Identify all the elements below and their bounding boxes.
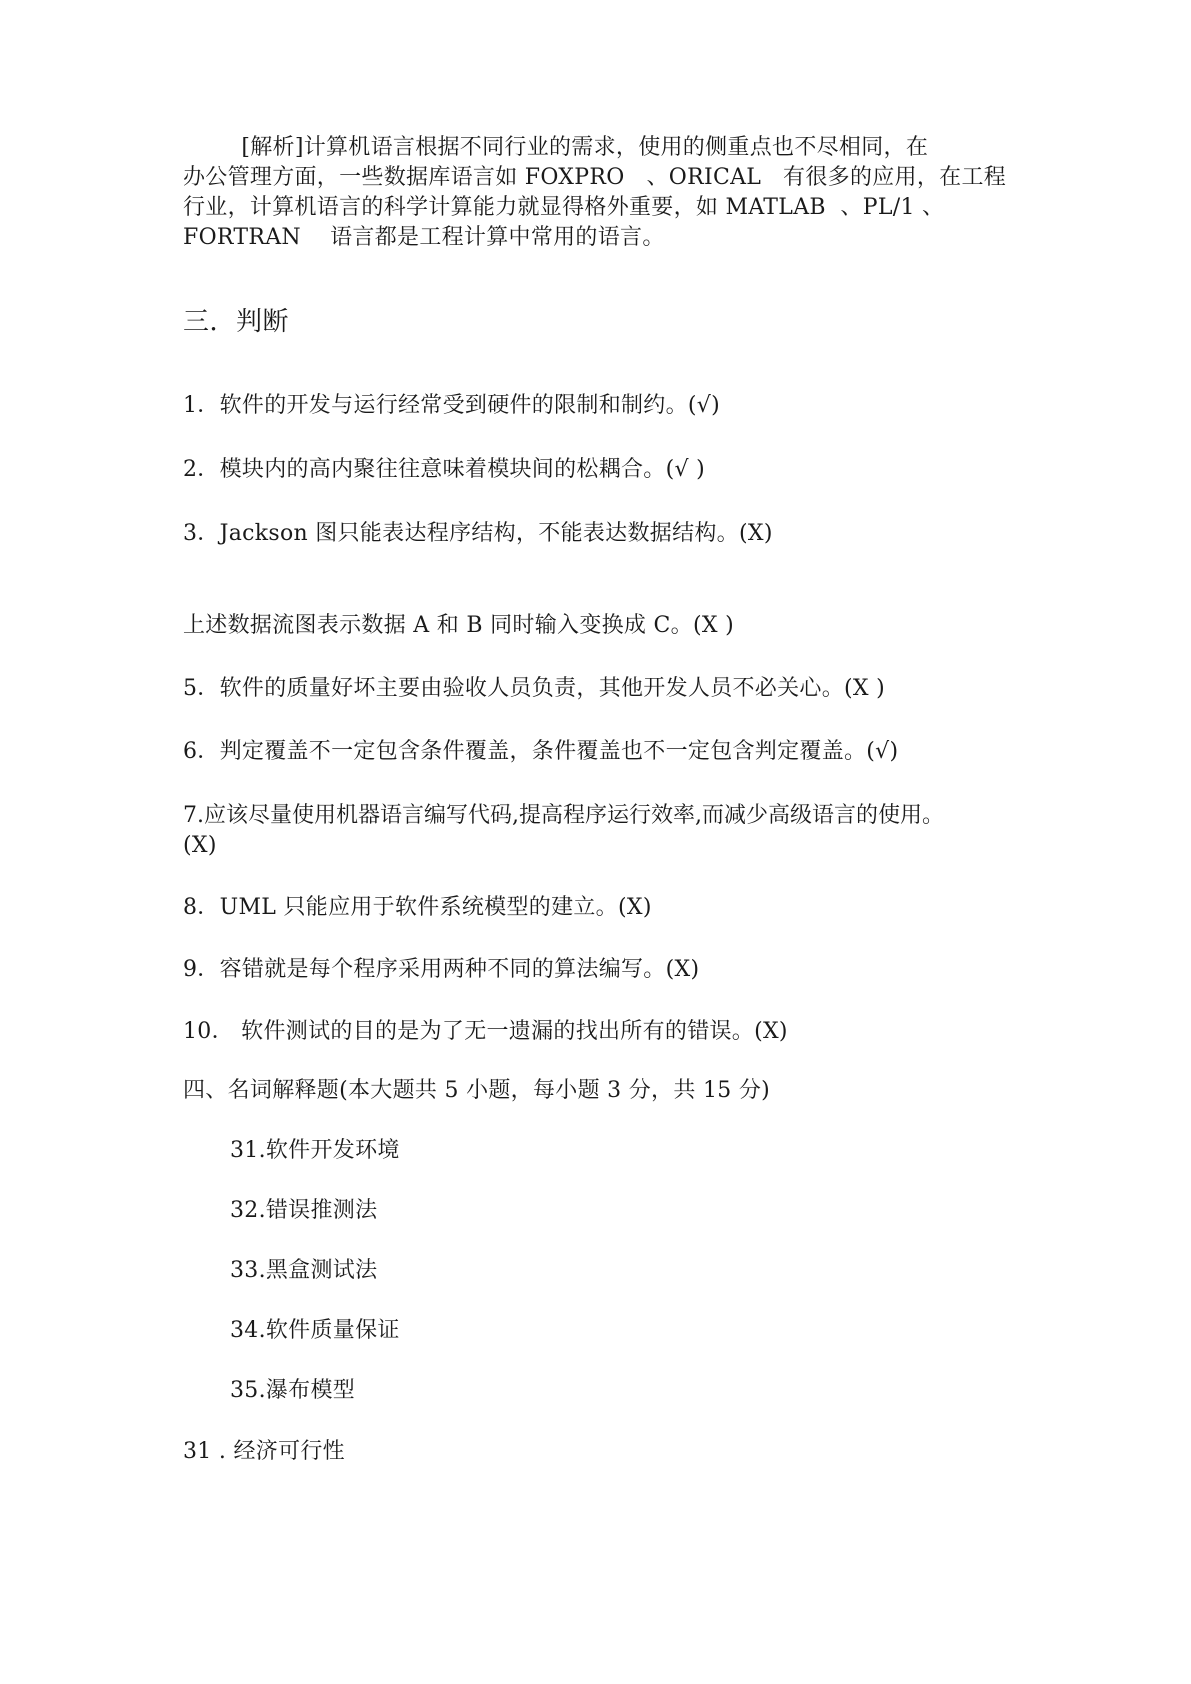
judgement-item: 9．容错就是每个程序采用两种不同的算法编写。(X) xyxy=(183,957,700,982)
term-item: 33.黑盒测试法 xyxy=(230,1258,378,1283)
judgement-item: 7.应该尽量使用机器语言编写代码,提高程序运行效率,而减少高级语言的使用。 xyxy=(183,803,944,828)
term-item: 31.软件开发环境 xyxy=(230,1138,400,1163)
judgement-item: 8．UML 只能应用于软件系统模型的建立。(X) xyxy=(183,895,652,920)
judgement-item: 2．模块内的高内聚往往意味着模块间的松耦合。(√ ) xyxy=(183,457,705,482)
analysis-line: 办公管理方面，一些数据库语言如 FOXPRO 、ORICAL 有很多的应用，在工程 xyxy=(183,165,1007,190)
judgement-item: 10． 软件测试的目的是为了无一遗漏的找出所有的错误。(X) xyxy=(183,1019,788,1044)
judgement-item: 5．软件的质量好坏主要由验收人员负责，其他开发人员不必关心。(X ) xyxy=(183,676,886,701)
judgement-item: 3．Jackson 图只能表达程序结构，不能表达数据结构。(X) xyxy=(183,521,773,546)
analysis-line: 行业，计算机语言的科学计算能力就显得格外重要，如 MATLAB 、PL/1 、 xyxy=(183,195,945,220)
judgement-item: 6．判定覆盖不一定包含条件覆盖，条件覆盖也不一定包含判定覆盖。(√) xyxy=(183,739,899,764)
judgement-item: 上述数据流图表示数据 A 和 B 同时输入变换成 C。(X ) xyxy=(183,613,734,638)
term-item: 34.软件质量保证 xyxy=(230,1318,400,1343)
term-item: 32.错误推测法 xyxy=(230,1198,378,1223)
section-heading-terms: 四、名词解释题(本大题共 5 小题，每小题 3 分，共 15 分) xyxy=(183,1078,771,1103)
analysis-line: [解析]计算机语言根据不同行业的需求，使用的侧重点也不尽相同，在 xyxy=(183,135,929,160)
section-heading-judgement: 三．判断 xyxy=(183,307,290,337)
analysis-line: FORTRAN 语言都是工程计算中常用的语言。 xyxy=(183,225,665,250)
judgement-item: 1．软件的开发与运行经常受到硬件的限制和制约。(√) xyxy=(183,393,720,418)
judgement-item-continuation: (X) xyxy=(183,833,217,858)
term-item: 35.瀑布模型 xyxy=(230,1378,356,1403)
term-answer-heading: 31 . 经济可行性 xyxy=(183,1439,345,1464)
